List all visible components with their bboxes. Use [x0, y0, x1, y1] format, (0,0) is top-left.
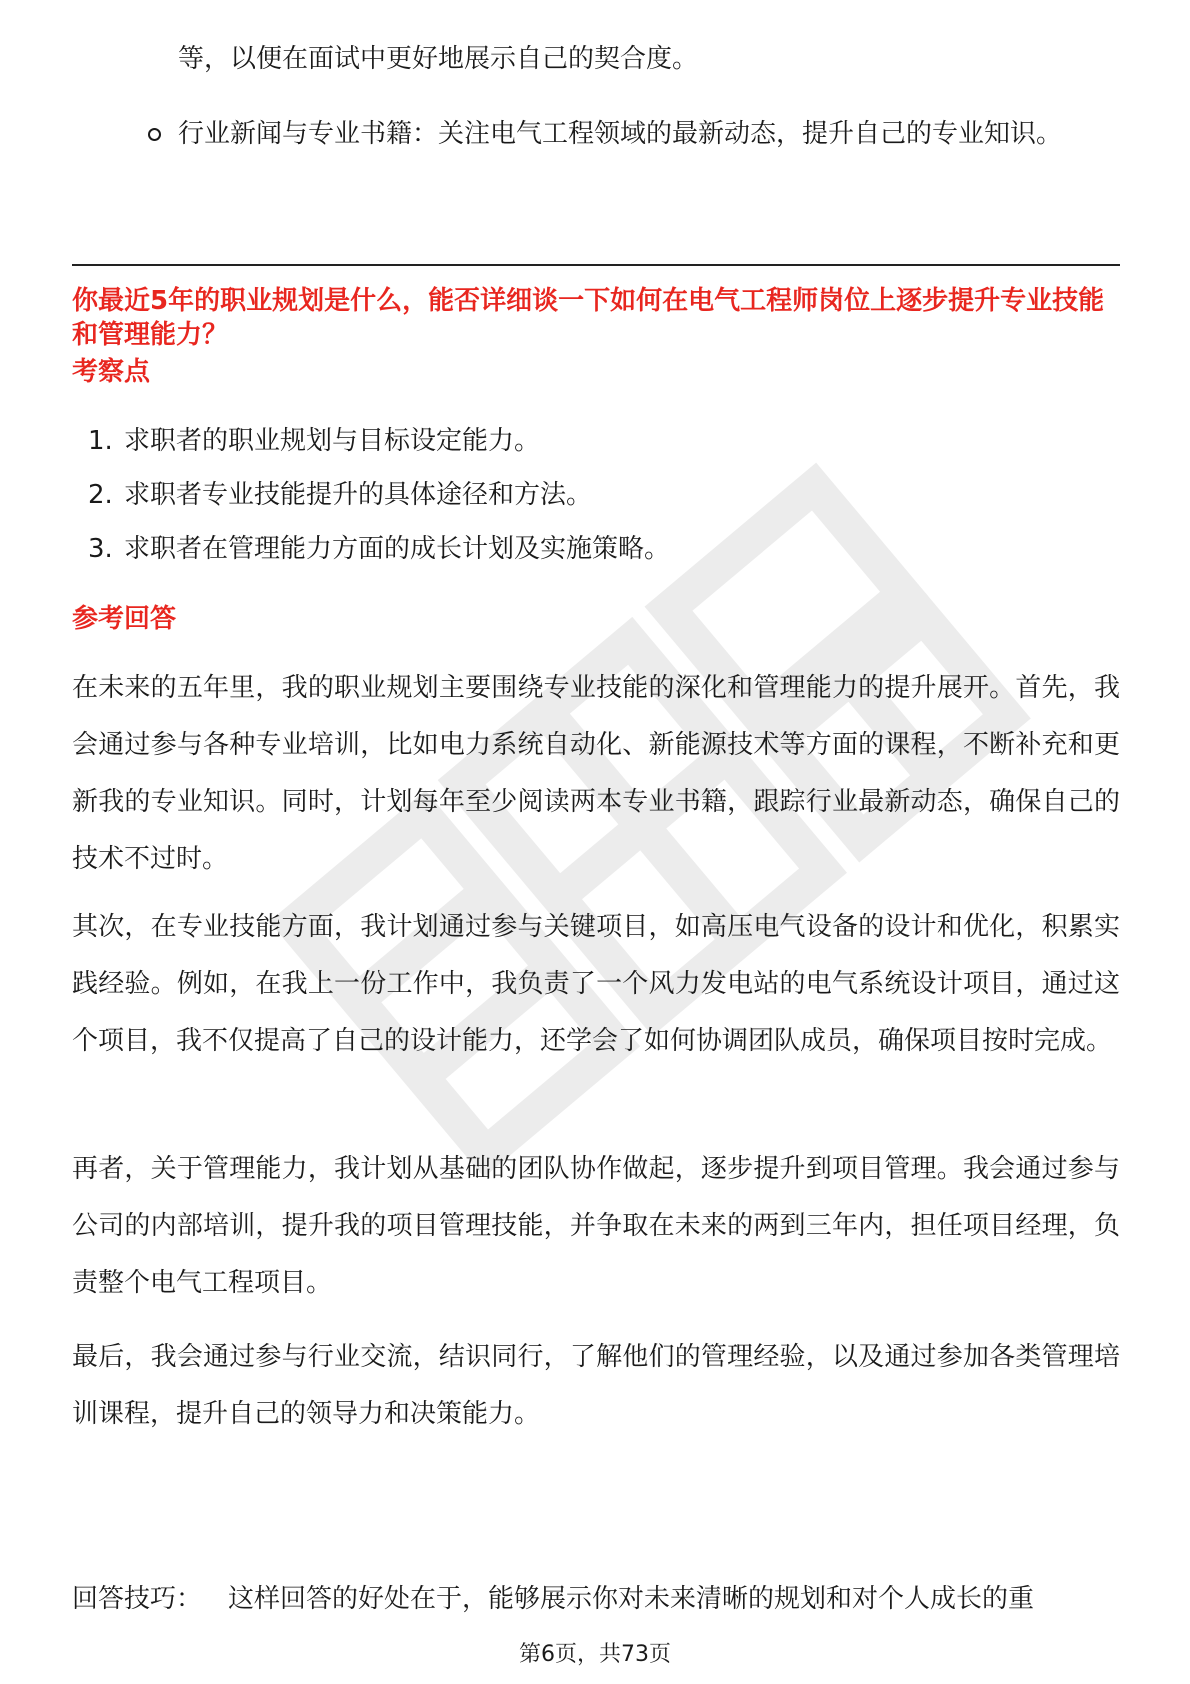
sub-bullet-text: 行业新闻与专业书籍：关注电气工程领域的最新动态，提升自己的专业知识。 — [178, 119, 1063, 149]
list-item-text: 求职者专业技能提升的具体途径和方法。 — [124, 480, 593, 510]
answer-paragraph: 在未来的五年里，我的职业规划主要围绕专业技能的深化和管理能力的提升展开。首先，我会通过参与各种专业培训，比如电力系统自动化、新能源技术等方面的课程，不断补充和更新我的专业知识。同时，计划每年至少阅读两本专业书籍，跟踪行业最新动态，确保自己的技术不过时。 — [72, 673, 1120, 874]
question-heading: 你最近5年的职业规划是什么，能否详细谈一下如何在电气工程师岗位上逐步提升专业技能和管理能力？ — [72, 286, 1105, 350]
reference-heading: 参考回答 — [72, 604, 177, 634]
section-divider — [72, 264, 1120, 266]
list-number: 1. — [88, 426, 113, 456]
list-item — [88, 424, 1118, 458]
answer-paragraph: 最后，我会通过参与行业交流，结识同行，了解他们的管理经验，以及通过参加各类管理培训课程，提升自己的领导力和决策能力。 — [72, 1342, 1120, 1429]
list-number: 3. — [88, 534, 113, 564]
list-item — [88, 478, 1118, 512]
answer-paragraph: 其次，在专业技能方面，我计划通过参与关键项目，如高压电气设备的设计和优化，积累实践经验。例如，在我上一份工作中，我负责了一个风力发电站的电气系统设计项目，通过这个项目，我不仅提高了自己的设计能力，还学会了如何协调团队成员，确保项目按时完成。 — [72, 912, 1120, 1056]
page-number-footer: 第6页，共73页 — [519, 1642, 671, 1667]
continuation-text: 等，以便在面试中更好地展示自己的契合度。 — [178, 44, 699, 74]
list-item-text: 求职者在管理能力方面的成长计划及实施策略。 — [124, 534, 671, 564]
tip-label: 回答技巧： — [72, 1584, 203, 1614]
list-item-text: 求职者的职业规划与目标设定能力。 — [124, 426, 541, 456]
list-number: 2. — [88, 480, 113, 510]
examination-heading: 考察点 — [72, 357, 151, 387]
sub-bullet-item — [148, 106, 1118, 162]
hollow-bullet-icon — [148, 128, 161, 141]
tip-text: 这样回答的好处在于，能够展示你对未来清晰的规划和对个人成长的重 — [228, 1584, 1035, 1614]
answer-paragraph: 再者，关于管理能力，我计划从基础的团队协作做起，逐步提升到项目管理。我会通过参与公司的内部培训，提升我的项目管理技能，并争取在未来的两到三年内，担任项目经理，负责整个电气工程项目。 — [72, 1154, 1120, 1298]
answer-tip — [72, 1582, 1120, 1616]
list-item — [88, 532, 1118, 566]
